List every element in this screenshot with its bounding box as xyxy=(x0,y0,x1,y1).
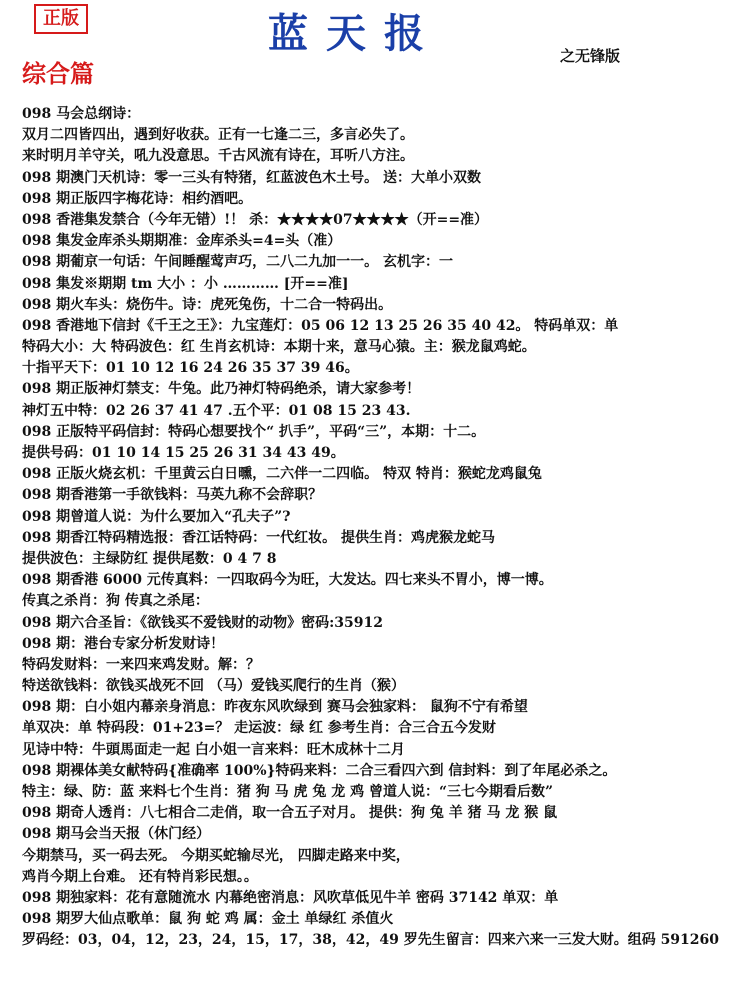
text-line: 鸡肖今期上台难。 还有特肖彩民想。。 xyxy=(22,868,258,885)
text-line: 098 期香江特码精选报：香江话特码：一代红妆。 提供生肖：鸡虎猴龙蛇马 xyxy=(22,529,495,546)
text-line: 提供波色：主绿防红 提供尾数：0 4 7 8 xyxy=(22,550,277,567)
text-line: 098 期罗大仙点歌单：鼠 狗 蛇 鸡 属：金土 单绿红 杀值火 xyxy=(22,911,394,928)
text-line: 提供号码：01 10 14 15 25 26 31 34 43 49。 xyxy=(22,445,345,461)
text-line: 传真之杀肖：狗 传真之杀尾： xyxy=(22,593,209,610)
text-line: 098 期奇人透肖：八七相合二走俏，取一合五子对月。 提供：狗 兔 羊 猪 马 龙 猴 鼠 xyxy=(22,805,558,822)
text-line: 098 香港集发禁合（今年无错）!！ 杀：★★★★07★★★★（开==准） xyxy=(22,211,489,228)
text-line: 098 期正版四字梅花诗：相约酒吧。 xyxy=(22,190,253,207)
text-line: 特主：绿、防：蓝 来料七个生肖：猪 狗 马 虎 兔 龙 鸡 曾道人说：“三七今期看后数” xyxy=(22,784,554,800)
masthead-title: 蓝天报 xyxy=(268,10,442,57)
text-line: 神灯五中特：02 26 37 41 47 .五个平：01 08 15 23 43. xyxy=(22,402,411,419)
text-line: 098 期火车头：烧伤牛。诗：虎死兔伤，十二合一特码出。 xyxy=(22,296,393,313)
text-line: 098 期葡京一句话：午间睡醒莺声巧，二八二九加一一。 玄机字：一 xyxy=(22,254,453,271)
text-line: 来时明月羊守关，吼九没意思。千古风流有诗在，耳听八方注。 xyxy=(22,148,414,165)
section-heading: 综合篇 xyxy=(22,60,94,88)
text-line: 098 期正版神灯禁支：牛兔。此乃神灯特码绝杀，请大家参考！ xyxy=(22,381,421,398)
text-line: 098 集发金库杀头期期准：金库杀头=4=头（准） xyxy=(22,233,342,250)
text-line: 098 期香港第一手欲钱料：马英九称不会辞职？ xyxy=(22,487,323,504)
text-line: 十指平天下：01 10 12 16 24 26 35 37 39 46。 xyxy=(22,360,359,377)
text-line: 098 期马会当天报（休门经） xyxy=(22,826,211,843)
text-line: 098 期曾道人说：为什么要加入“孔夫子”? xyxy=(22,508,291,525)
text-line: 098 正版火烧玄机：千里黄云白日曛，二六伴一二四临。 特双 特肖：猴蛇龙鸡鼠兔 xyxy=(22,466,542,483)
text-line: 098 期：港台专家分析发财诗！ xyxy=(22,635,225,652)
text-line: 098 正版特平码信封：特码心想要找个“ 扒手”，平码“三”，本期：十二。 xyxy=(22,423,486,440)
text-line: 今期禁马，买一码去死。 今期买蛇输尽光， 四脚走路来中奖， xyxy=(22,847,410,864)
text-line: 特送欲钱料：欲钱买战死不回 （马）爱钱买爬行的生肖（猴） xyxy=(22,678,405,695)
text-line: 特码大小：大 特码波色：红 生肖玄机诗：本期十来，意马心猿。主：猴龙鼠鸡蛇。 xyxy=(22,339,536,356)
text-line: 098 期独家料：花有意随流水 内幕绝密消息：风吹草低见牛羊 密码 37142 单双：单 xyxy=(22,889,559,906)
genuine-edition-badge: 正版 xyxy=(34,4,88,34)
text-line: 双月二四皆四出，遇到好收获。正有一七逢二三，多言必失了。 xyxy=(22,127,414,144)
text-line: 单双决：单 特码段：01+23=？ 走运波：绿 红 参考生肖：合三合五今发财 xyxy=(22,720,496,737)
text-line: 098 马会总纲诗： xyxy=(22,106,141,122)
text-line: 098 期：白小姐内幕亲身消息：昨夜东风吹绿到 赛马会独家料： 鼠狗不宁有希望 xyxy=(22,699,528,716)
text-line: 见诗中特：牛頭馬面走一起 白小姐一言来料：旺木成林十二月 xyxy=(22,741,405,758)
text-line: 098 期六合圣旨：《欲钱买不爱钱财的动物》密码:35912 xyxy=(22,614,383,631)
text-line: 098 期香港 6000 元传真料：一四取码今为旺，大发达。四七来头不胃小，博一博。 xyxy=(22,572,553,589)
text-line: 098 期裸体美女献特码{准确率 100%}特码来料：二合三看四六到 信封料：到了年尾必杀之。 xyxy=(22,762,617,779)
edition-label: 之无锋版 xyxy=(560,47,621,65)
text-line: 罗码经：03，04，12，23，24，15，17，38，42，49 罗先生留言：四来六来一三发大财。组码 591260 xyxy=(22,932,720,949)
text-line: 098 香港地下信封《千王之王》：九宝莲灯：05 06 12 13 25 26 35 40 42。 特码单双：单 xyxy=(22,317,619,334)
text-line: 098 期澳门天机诗：零一三头有特猪，红蓝波色木土号。 送：大单小双数 xyxy=(22,169,481,186)
text-line: 特码发财料：一来四来鸡发财。解：？ xyxy=(22,656,260,673)
text-line: 098 集发※期期 tm 大小 ：小 ………… [开==准] xyxy=(22,275,349,292)
article-body xyxy=(22,104,732,952)
